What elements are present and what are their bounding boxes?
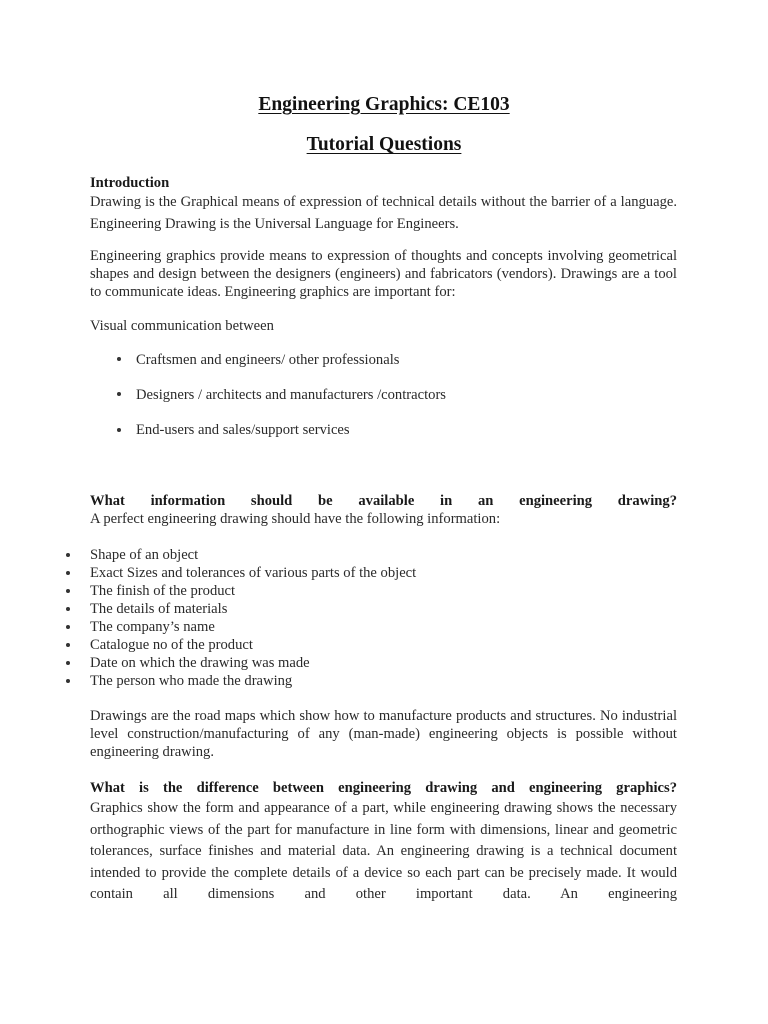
bullet-icon [66, 553, 70, 557]
list-item: The person who made the drawing [90, 673, 293, 689]
difference-paragraph: Graphics show the form and appearance of a part, while engineering drawing shows the necessary orthographic views of the part for manufacture in line form with dimensions, linear and geometric tolerances, surface finishes and material data. An engineering drawing is a technical document intended to provide the complete details of a device so each part can be precisely made. It would contain all dimensions and other important data. An engineering [90, 800, 677, 902]
list-intro-text: Visual communication between [90, 318, 274, 334]
section-heading-information: What information should be available in an engineering drawing? [90, 493, 677, 509]
bullet-icon [117, 428, 121, 432]
introduction-paragraph-1: Drawing is the Graphical means of expression of technical details without the barrier of a language. Engineering Drawing is the Universal Language for Engineers. [90, 194, 677, 232]
list-item: Date on which the drawing was made [90, 655, 310, 671]
bullet-icon [66, 679, 70, 683]
list-item: The company’s name [90, 619, 215, 635]
bullet-icon [66, 625, 70, 629]
bullet-icon [66, 607, 70, 611]
list-item: End-users and sales/support services [136, 422, 350, 438]
section-heading-difference: What is the difference between engineering drawing and engineering graphics? [90, 780, 677, 796]
list-item: Shape of an object [90, 547, 199, 563]
introduction-paragraph-2: Engineering graphics provide means to expression of thoughts and concepts involving geometrical shapes and design between the designers (engineers) and fabricators (vendors). Drawings are a tool to communicate ideas. Engineering graphics are important for: [90, 248, 677, 300]
list-item: Designers / architects and manufacturers /contractors [136, 387, 446, 403]
list-item: Craftsmen and engineers/ other professionals [136, 352, 400, 368]
bullet-icon [66, 589, 70, 593]
bullet-icon [66, 571, 70, 575]
document-title: Engineering Graphics: CE103 [258, 94, 510, 115]
list-item: Catalogue no of the product [90, 637, 253, 653]
document-subtitle: Tutorial Questions [306, 134, 462, 155]
list-item: The finish of the product [90, 583, 236, 599]
list-item: Exact Sizes and tolerances of various parts of the object [90, 565, 417, 581]
roadmap-paragraph: Drawings are the road maps which show how to manufacture products and structures. No industrial level construction/manufacturing of any (man-made) engineering objects is possible without engineering drawing. [90, 708, 677, 760]
bullet-icon [117, 357, 121, 361]
introduction-heading: Introduction [90, 175, 170, 191]
bullet-icon [66, 661, 70, 665]
bullet-icon [117, 392, 121, 396]
bullet-icon [66, 643, 70, 647]
list-item: The details of materials [90, 601, 228, 617]
section-lead-text: A perfect engineering drawing should have the following information: [90, 511, 501, 527]
